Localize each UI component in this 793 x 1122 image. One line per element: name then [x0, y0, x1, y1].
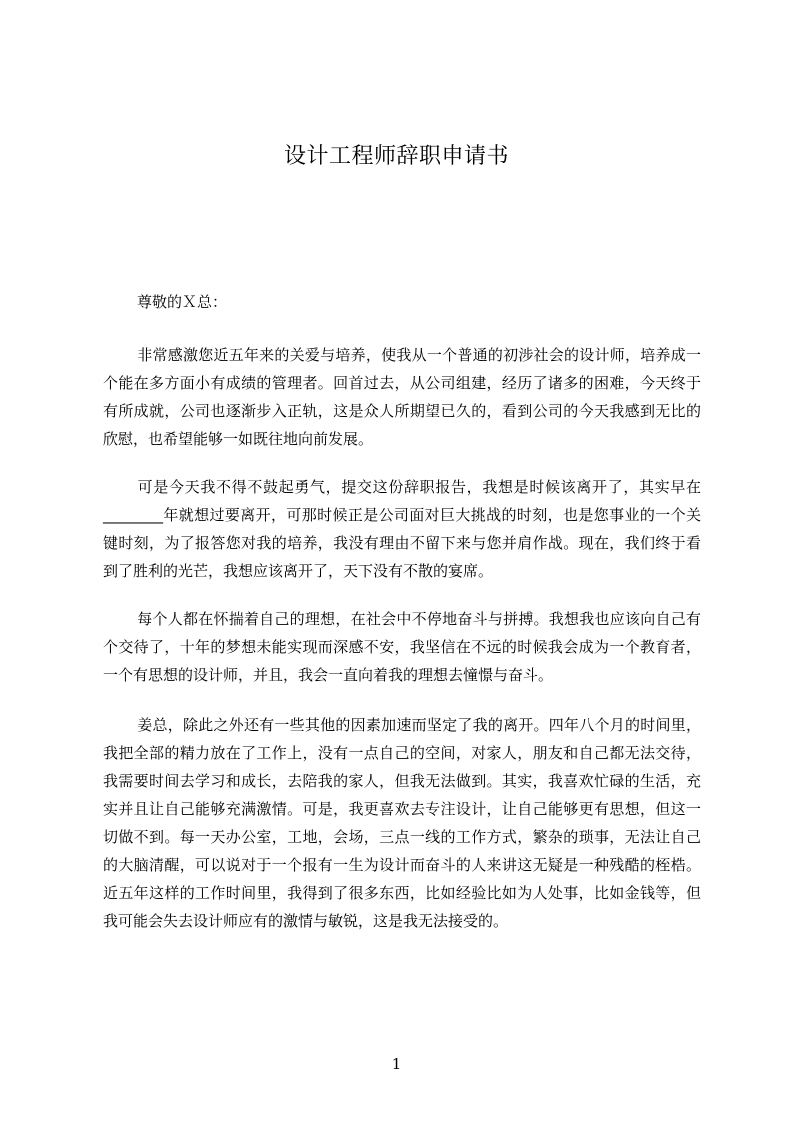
paragraph-1-text: 非常感激您近五年来的关爱与培养，使我从一个普通的初涉社会的设计师，培养成一个能在多方面小有成绩的管理者。回首过去，从公司组建，经历了诸多的困难，今天终于有所成就，公司也逐渐步入正轨，这是众人所期望已久的，看到公司的今天我感到无比的欣慰，也希望能够一如既往地向前发展。: [103, 346, 701, 448]
paragraph-2-text: 可是今天我不得不鼓起勇气，提交这份辞职报告，我想是时候该离开了，其实早在________年就想过要离开，可那时候正是公司面对巨大挑战的时刻，也是您事业的一个关键时刻，为了报答您对我的培养，我没有理由不留下来与您并肩作战。现在，我们终于看到了胜利的光芒，我想应该离开了，天下没有不散的宴席。: [103, 478, 701, 580]
document-title: 设计工程师辞职申请书: [283, 144, 509, 169]
page-number: 1: [391, 1055, 402, 1073]
paragraph-3-text: 每个人都在怀揣着自己的理想，在社会中不停地奋斗与拼搏。我想我也应该向自己有个交待了，十年的梦想未能实现而深感不安，我坚信在不远的时候我会成为一个教育者，一个有思想的设计师，并且，我会一直向着我的理想去憧憬与奋斗。: [103, 610, 701, 684]
paragraph-4-text: 姜总，除此之外还有一些其他的因素加速而坚定了我的离开。四年八个月的时间里，我把全部的精力放在了工作上，没有一点自己的空间，对家人，朋友和自己都无法交待，我需要时间去学习和成长，去陪我的家人，但我无法做到。其实，我喜欢忙碌的生活，充实并且让自己能够充满激情。可是，我更喜欢去专注设计，让自己能够更有思想，但这一切做不到。每一天办公室，工地，会场，三点一线的工作方式，繁杂的琐事，无法让自己的大脑清醒，可以说对于一个报有一生为设计而奋斗的人来讲这无疑是一种残酷的桎梏。近五年这样的工作时间里，我得到了很多东西，比如经验比如为人处事，比如金钱等，但我可能会失去设计师应有的激情与敏锐，这是我无法接受的。: [103, 716, 701, 930]
paragraph-3: [103, 605, 701, 689]
salutation-text: 尊敬的Ｘ总：: [137, 293, 228, 311]
paragraph-4: [103, 711, 701, 935]
paragraph-2: [103, 473, 701, 585]
salutation: [103, 288, 701, 316]
paragraph-1: [103, 341, 701, 453]
